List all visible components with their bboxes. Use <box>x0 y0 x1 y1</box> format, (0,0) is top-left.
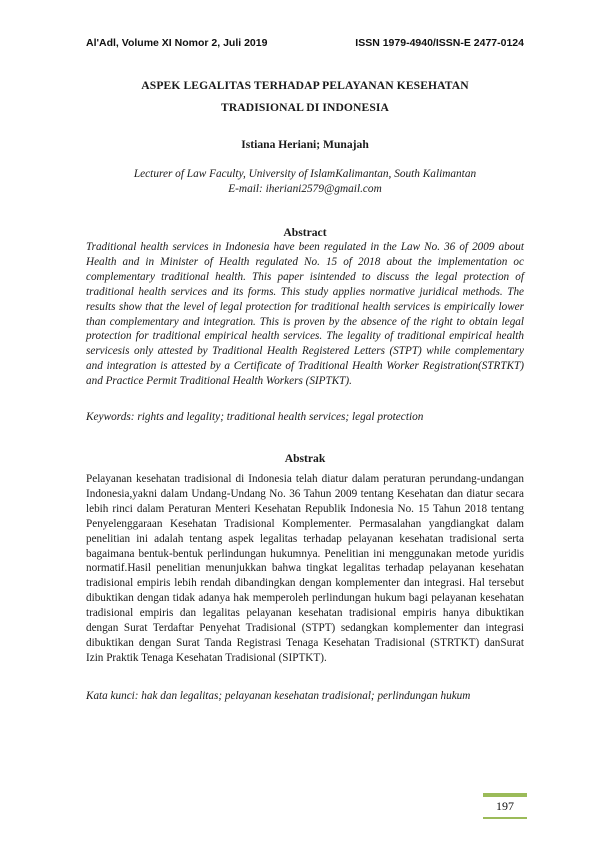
affiliation <box>86 167 524 196</box>
page-box-top-bar <box>483 793 527 797</box>
running-header <box>86 37 524 49</box>
page-number-box <box>483 793 527 819</box>
paper-title <box>86 75 524 119</box>
affiliation-line: Lecturer of Law Faculty, University of IslamKalimantan, South Kalimantan <box>133 168 477 180</box>
title-line-1: ASPEK LEGALITAS TERHADAP PELAYANAN KESEHATAN <box>141 79 469 92</box>
keywords-indonesian: Kata kunci: hak dan legalitas; pelayanan kesehatan tradisional; perlindungan hukum <box>86 690 471 702</box>
journal-name: Al'Adl, Volume XI Nomor 2, Juli 2019 <box>86 37 268 49</box>
page-number: 197 <box>496 799 514 813</box>
author-email: E-mail: iheriani2579@gmail.com <box>228 182 382 195</box>
authors: Istiana Heriani; Munajah <box>241 138 369 151</box>
abstract-heading: Abstract <box>283 226 327 239</box>
issn: ISSN 1979-4940/ISSN-E 2477-0124 <box>355 37 524 49</box>
abstract-english-text: Traditional health services in Indonesia have been regulated in the Law No. 36 of 2009 about Health and in Minister of Health regulated No. 15 of 2018 about the implementation oc complementary traditional health. This paper isintended to discuss the legal protection of traditional health services and its forms. This study applies normative juridical methods. The results show that the level of legal protection for traditional health services is empirically lower than complementary and integration. This is proven by the absence of the right to obtain legal protection for traditional empirical health services. The legality of traditional empirical health servicesis only attested by Traditional Health Registered Letters (STPT) while complementary and integration is attested by a Certificate of Traditional Health Worker Registration(STRTKT) and Practice Permit Traditional Health Workers (SIPTKT). <box>86 241 524 388</box>
title-line-2: TRADISIONAL DI INDONESIA <box>221 101 389 114</box>
keywords-english: Keywords: rights and legality; traditional health services; legal protection <box>86 411 424 423</box>
abstract-indonesian-text: Pelayanan kesehatan tradisional di Indonesia telah diatur dalam peraturan perundang-undangan Indonesia,yakni dalam Undang-Undang No. 36 Tahun 2009 tentang Kesehatan dan diatur secara lebih rinci dalam Peraturan Menteri Kesehatan Republik Indonesia No. 15 Tahun 2018 tentang Penyelenggaraan Kesehatan Tradisional Komplementer. Permasalahan yangdiangkat dalam penelitian ini adalah tentang aspek legalitas terhadap pelayanan kesehatan tradisional serta bagaimana bentuk-bentuk perlindungan hukumnya. Penelitian ini menggunakan metode yuridis normatif.Hasil penelitian menunjukkan bahwa tingkat legalitas terhadap pelayanan kesehatan tradisional empiris lebih rendah dibandingkan dengan komplementer dan integrasi. Hal tersebut dibuktikan dengan tidak adanya hak memperoleh perlindungan hukum bagi pelayanan kesehatan tradisional empiris dan legalitas pelayanan kesehatan tradisional empiris hanya dibuktikan dengan Surat Terdaftar Penyehat Tradisional (STPT) sedangkan komplementer dan integrasi dibuktikan dengan Surat Tanda Registrasi Tenaga Kesehatan Tradisional (STRTKT) danSurat Izin Praktik Tenaga Kesehatan Tradisional (SIPTKT). <box>86 473 524 664</box>
abstrak-heading: Abstrak <box>284 452 326 465</box>
page-box-bottom-bar <box>483 817 527 819</box>
